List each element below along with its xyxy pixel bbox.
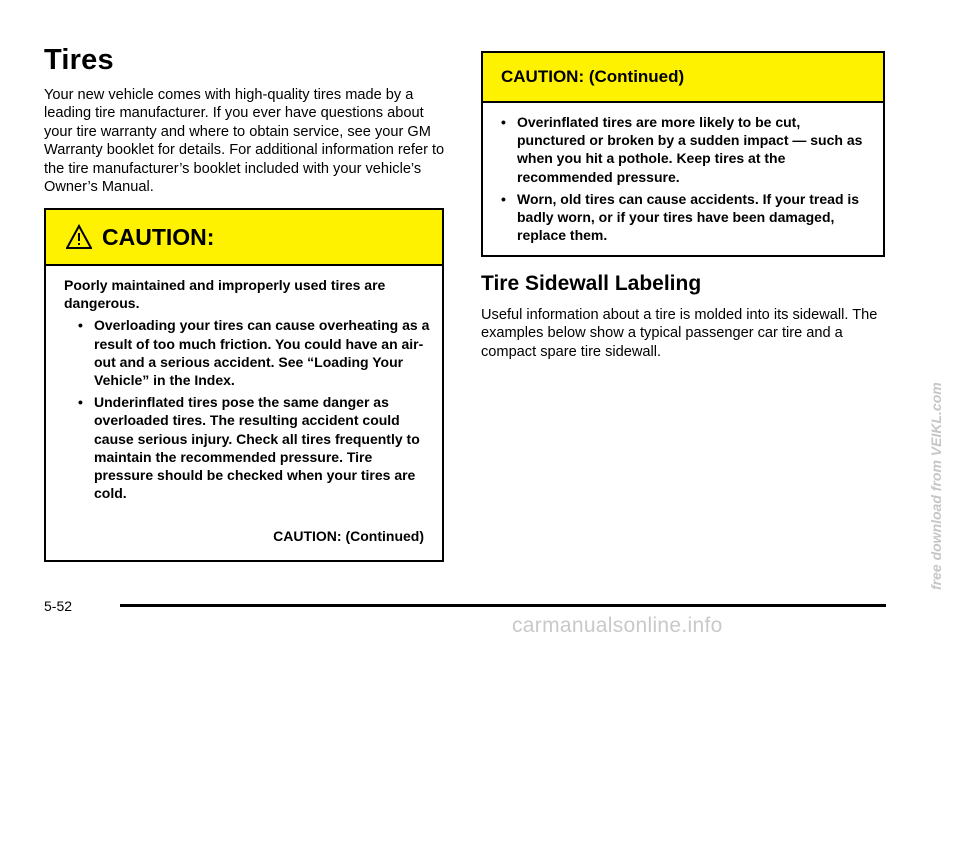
caution-continued-label: CAUTION: (Continued) <box>273 528 424 544</box>
caution-continued-body <box>487 113 867 248</box>
caution-lead: Poorly maintained and improperly used tires are dangerous. <box>64 277 386 312</box>
caution-bullet: • Overinflated tires are more likely to be cut, punctured or broken by a sudden impact — such as when you hit a pothole. Keep tires at the recommended pressure. <box>487 113 867 186</box>
intro-paragraph: Your new vehicle comes with high-quality tires made by a leading tire manufacturer. If you ever have questions about your tire warranty and where to obtain service, see your GM Warranty booklet for details. For additional information refer to the tire manufacturer’s booklet included with your vehicle’s Owner’s Manual. <box>44 87 445 196</box>
caution-box <box>44 208 444 562</box>
section-heading: Tire Sidewall Labeling <box>481 272 702 295</box>
caution-continued-title: CAUTION: (Continued) <box>501 67 685 86</box>
page-number: 5-52 <box>44 598 73 614</box>
side-watermark <box>928 382 952 850</box>
footer-rule <box>120 604 886 607</box>
caution-bullet: • Worn, old tires can cause accidents. If your tread is badly worn, or if your tires have been damaged, replace them. <box>487 190 867 245</box>
caution-bullet: • Underinflated tires pose the same danger as overloaded tires. The resulting accident could cause serious injury. Check all tires frequently to maintain the recommended pressure. Tire pressure should be checked when your tires are cold. <box>64 393 434 502</box>
caution-header <box>46 210 442 266</box>
sidewall-paragraph: Useful information about a tire is molded into its sidewall. The examples below show a typical passenger car tire and a compact spare tire sidewall. <box>481 307 878 360</box>
side-watermark-text: free download from VEIKL.com <box>928 382 944 590</box>
caution-title: CAUTION: <box>102 224 215 250</box>
caution-continued-box <box>481 51 885 257</box>
caution-body <box>64 276 434 506</box>
footer-watermark: carmanualsonline.info <box>512 614 723 637</box>
page-heading: Tires <box>44 44 114 76</box>
warning-triangle-icon <box>66 224 92 250</box>
caution-bullet: • Overloading your tires can cause overheating as a result of too much friction. You could have an air-out and a serious accident. See “Loading Your Vehicle” in the Index. <box>64 316 434 389</box>
caution-continued-header <box>483 53 883 103</box>
